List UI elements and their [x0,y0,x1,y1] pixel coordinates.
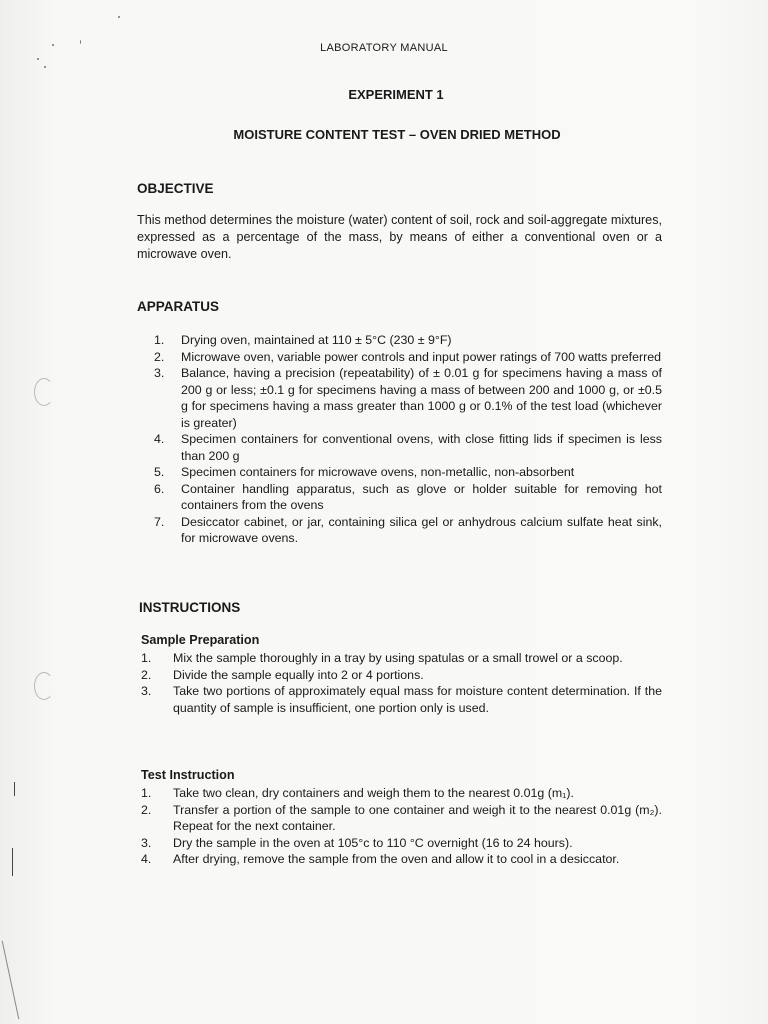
scan-speck [44,66,46,68]
list-item-text: Balance, having a precision (repeatability) of ± 0.01 g for specimens having a mass of 200 g or less; ±0.1 g for specimens having a mass of between 200 and 1000 g, or ±0.5 g for specimens having a mass greater than 1000 g or 0.1% of the test load (whichever is greater) [181,366,662,430]
list-item-text: Divide the sample equally into 2 or 4 portions. [173,667,424,682]
list-item-text: Mix the sample thoroughly in a tray by using spatulas or a small trowel or a scoop. [173,651,623,665]
scan-speck [37,58,39,60]
test-instruction-list [141,785,662,868]
objective-text: This method determines the moisture (water) content of soil, rock and soil-aggregate mixtures, expressed as a percentage of the mass, by means of either a conventional oven or a microwave oven. [137,213,662,261]
list-item [154,464,662,481]
list-item [141,650,662,667]
list-number: 3. [154,366,165,380]
scan-scratch [14,782,15,796]
list-item [141,851,662,868]
scan-scratch [2,941,20,1019]
list-item-text: Take two portions of approximately equal mass for moisture content determination. If the quantity of sample is insufficient, one portion only is used. [173,684,662,715]
list-item-text: Microwave oven, variable power controls and input power ratings of 700 watts preferred [181,349,662,364]
list-number: 5. [154,465,165,479]
list-item-text: Specimen containers for microwave ovens, non-metallic, non-absorbent [181,465,575,479]
list-number: 7. [154,514,165,529]
list-number: 4. [141,852,152,866]
list-item [154,514,662,547]
manual-label: LABORATORY MANUAL [320,42,448,54]
list-number: 3. [141,684,152,698]
list-item [154,349,662,366]
apparatus-heading: APPARATUS [137,299,220,314]
list-item [154,431,662,464]
list-item-text: Container handling apparatus, such as glove or holder suitable for removing hot containers from the ovens [181,481,662,512]
list-item [141,835,662,852]
list-number: 1. [141,651,152,665]
list-number: 2. [154,349,165,364]
list-item-text: Transfer a portion of the sample to one container and weigh it to the nearest 0.01g (m₂). Repeat for the next container. [173,802,662,833]
punch-hole-mark [34,672,54,700]
list-number: 2. [141,802,152,817]
test-instruction-heading: Test Instruction [141,768,235,782]
list-item [141,683,662,716]
list-item-text: Take two clean, dry containers and weigh them to the nearest 0.01g (m₁). [173,786,574,800]
list-number: 4. [154,432,165,446]
list-item-text: Dry the sample in the oven at 105°c to 110 °C overnight (16 to 24 hours). [173,835,573,850]
list-item-text: Specimen containers for conventional ovens, with close fitting lids if specimen is less than 200 g [181,432,662,463]
list-number: 1. [141,786,152,800]
objective-heading: OBJECTIVE [137,181,214,196]
list-item [154,481,662,514]
list-item [154,365,662,431]
scan-speck [118,16,120,18]
sample-preparation-list [141,650,662,716]
list-item-text: Desiccator cabinet, or jar, containing silica gel or anhydrous calcium sulfate heat sink, for microwave ovens. [181,514,662,545]
list-number: 3. [141,835,152,850]
list-item [141,785,662,802]
list-number: 6. [154,481,165,496]
list-item-text: After drying, remove the sample from the oven and allow it to cool in a desiccator. [173,852,620,866]
experiment-number: EXPERIMENT 1 [348,87,444,102]
scan-scratch [12,848,13,876]
list-number: 1. [154,333,165,347]
sample-preparation-heading: Sample Preparation [141,633,260,647]
list-item-text: Drying oven, maintained at 110 ± 5°C (230 ± 9°F) [181,333,452,347]
list-item [154,332,662,349]
list-item [141,667,662,684]
experiment-title: MOISTURE CONTENT TEST – OVEN DRIED METHOD [233,127,561,142]
list-item [141,802,662,835]
list-number: 2. [141,667,152,682]
punch-hole-mark [34,378,54,406]
instructions-heading: INSTRUCTIONS [139,600,241,615]
apparatus-list [154,332,662,547]
